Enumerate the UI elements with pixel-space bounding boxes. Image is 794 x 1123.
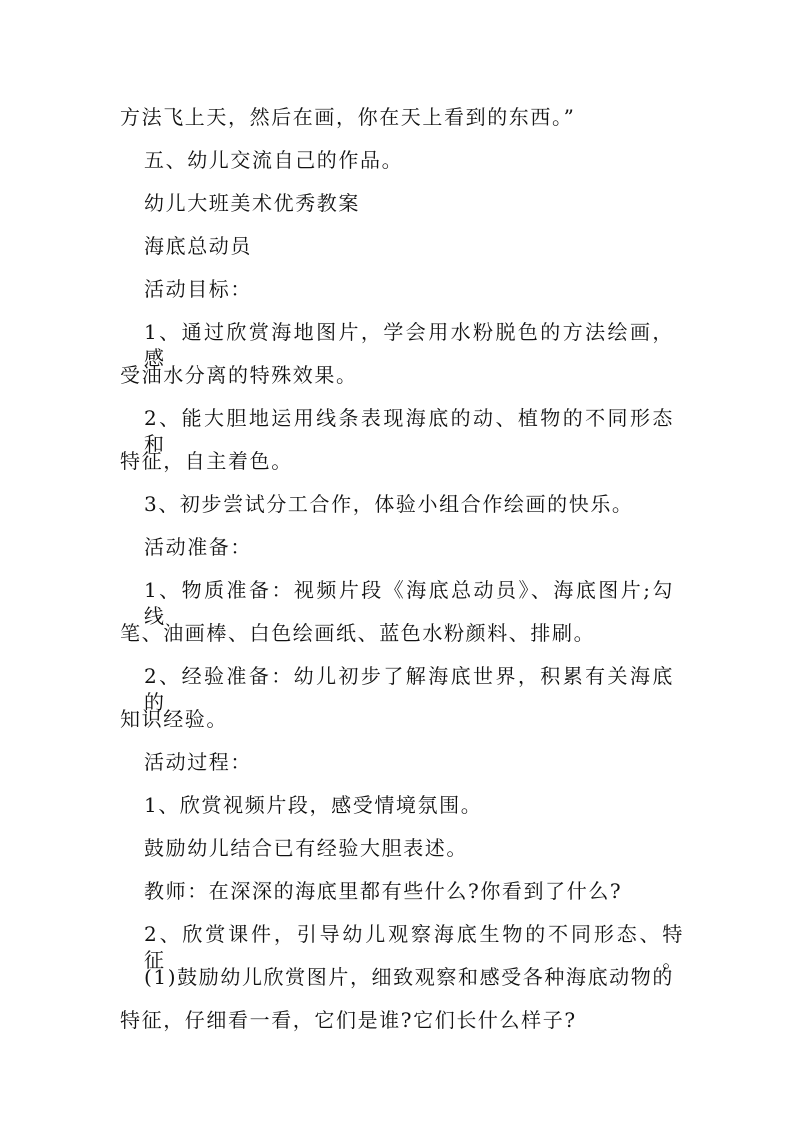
text-line: 特征，仔细看一看，它们是谁?它们长什么样子? xyxy=(120,1008,577,1032)
text-line: 受油水分离的特殊效果。 xyxy=(120,363,358,387)
text-line: (1)鼓励幼儿欣赏图片，细致观察和感受各种海底动物的 xyxy=(144,965,674,989)
text-line: 2、欣赏课件，引导幼儿观察海底生物的不同形态、特征。 xyxy=(144,922,684,972)
text-line: 1、物质准备：视频片段《海底总动员》、海底图片;勾线 xyxy=(144,578,674,628)
text-line: 2、能大胆地运用线条表现海底的动、植物的不同形态和 xyxy=(144,406,674,456)
text-line: 2、经验准备：幼儿初步了解海底世界，积累有关海底的 xyxy=(144,664,674,714)
text-line: 1、欣赏视频片段，感受情境氛围。 xyxy=(144,793,483,817)
heading-goals: 活动目标： xyxy=(144,277,252,301)
text-line: 3、初步尝试分工合作，体验小组合作绘画的快乐。 xyxy=(144,492,634,516)
text-line: 五、幼儿交流自己的作品。 xyxy=(144,148,404,172)
text-line: 1、通过欣赏海地图片，学会用水粉脱色的方法绘画，感 xyxy=(144,320,674,370)
text-line: 方法飞上天，然后在画，你在天上看到的东西。” xyxy=(120,105,576,129)
text-line: 笔、油画棒、白色绘画纸、蓝色水粉颜料、排刷。 xyxy=(120,621,596,645)
heading-process: 活动过程： xyxy=(144,750,252,774)
lesson-title: 海底总动员 xyxy=(144,234,252,258)
heading-preparation: 活动准备： xyxy=(144,535,252,559)
section-title: 幼儿大班美术优秀教案 xyxy=(144,191,360,215)
text-line: 特征，自主着色。 xyxy=(120,449,293,473)
text-line: 鼓励幼儿结合已有经验大胆表述。 xyxy=(144,836,468,860)
text-line: 教师：在深深的海底里都有些什么?你看到了什么? xyxy=(144,879,623,903)
text-line: 知识经验。 xyxy=(120,707,228,731)
